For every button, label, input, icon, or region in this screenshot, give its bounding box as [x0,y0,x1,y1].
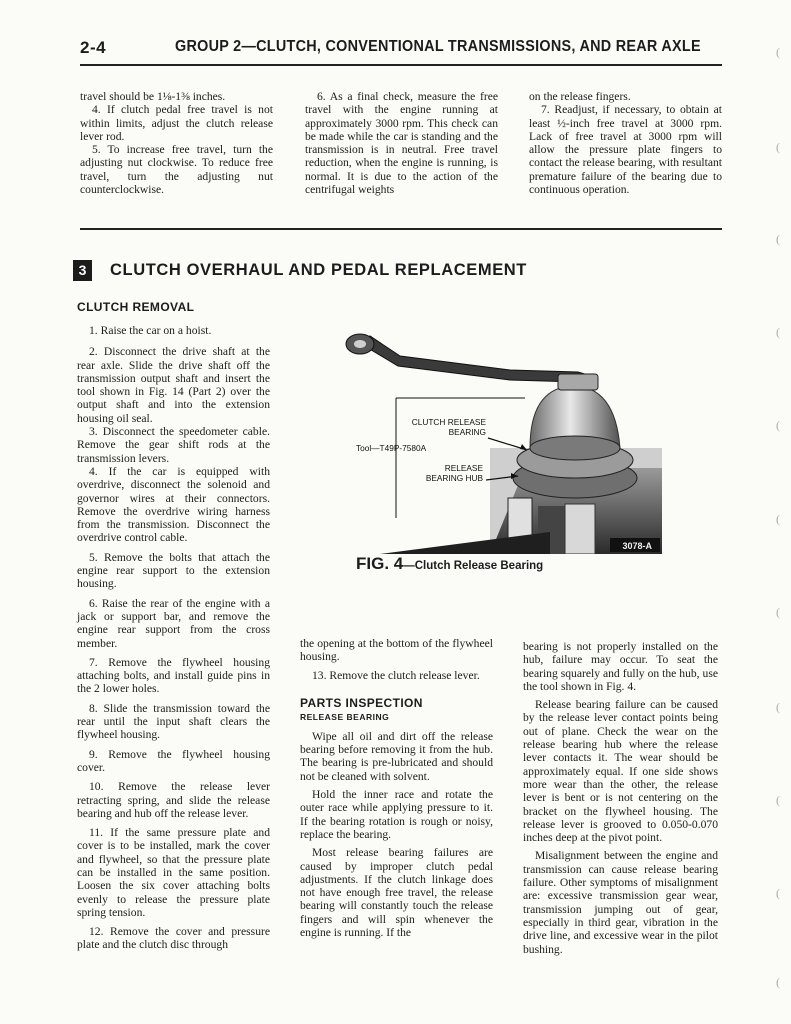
paragraph: Most release bearing failures are caused by improper clutch pedal adjustments. If the clutch linkage does not have enough free travel, the release bearing will constantly touch the release fingers and will spin whenever the engine is running. If the [300,846,493,940]
clutch-removal-heading: CLUTCH REMOVAL [77,300,195,314]
right-column [523,640,718,956]
figure-caption-number: FIG. 4 [356,554,404,573]
tool-socket [558,374,598,390]
step: 2. Disconnect the drive shaft at the rear axle. Slide the drive shaft off the transmission output shaft and insert the tool shown in Fig. 14 (Part 2) over the output shaft and into the extension housing oil seal. [77,345,270,425]
step: 13. Remove the clutch release lever. [312,668,480,682]
release-bearing-subheading: RELEASE BEARING [300,711,390,722]
edge-mark: ( [776,325,780,339]
label-bearing: BEARING [448,427,486,437]
section-title: CLUTCH OVERHAUL AND PEDAL REPLACEMENT [110,261,527,279]
clutch-removal-column [77,300,270,952]
tool-end-hole [354,340,366,348]
paragraph: 5. To increase free travel, turn the adjusting nut clockwise. To reduce free travel, turn the adjusting nut counterclockwise. [80,143,273,197]
edge-mark: ( [776,512,780,526]
edge-mark: ( [776,232,780,246]
step: 11. If the same pressure plate and cover is to be installed, mark the cover and flywheel, so that the pressure plate can be installed in the same position. Loosen the six cover attaching bolts evenly to release the pressure plate spring tension. [77,826,270,919]
clutch-release-bearing-figure [340,318,662,554]
middle-column [300,637,493,939]
edge-mark: ( [776,605,780,619]
section-number-badge: 3 [73,260,92,281]
edge-mark: ( [776,418,780,432]
step: 6. Raise the rear of the engine with a jack or support bar, and remove the engine rear support from the cross member. [77,596,270,650]
step: 5. Remove the bolts that attach the engine rear support to the extension housing. [77,550,270,591]
edge-mark: ( [776,886,780,900]
paragraph: 4. If clutch pedal free travel is not within limits, adjust the clutch release lever rod. [80,103,273,143]
step: 10. Remove the release lever retracting spring, and slide the release bearing and hub off the release lever. [77,780,270,820]
parts-inspection-heading: PARTS INSPECTION [300,695,423,710]
top-column-2 [305,90,498,196]
label-bearing-hub: BEARING HUB [425,473,483,483]
top-column-3 [529,90,722,196]
label-release: RELEASE [444,463,483,473]
step: 3. Disconnect the speedometer cable. Remove the gear shift rods at the transmission levers. [77,425,270,465]
paragraph: travel should be 1⅛-1⅜ inches. [80,90,226,103]
top-column-1 [80,90,273,196]
photo-number: 3078-A [622,541,652,551]
edge-mark: ( [776,975,780,989]
step: 9. Remove the flywheel housing cover. [77,747,270,774]
figure-caption-text: —Clutch Release Bearing [403,560,544,572]
paragraph: Release bearing failure can be caused by the release lever contact points being out of plane. Check the wear on the release bearing hub where the release lever contacts it. The wear should be approximately equal. If one side shows more wear than the other, the release lever is bent or is not centering on the bracket on the flywheel housing. The release lever is grooved to 0.050-0.070 inches deep at the pivot point. [523,698,718,845]
label-tool: Tool—T49P-7580A [356,443,427,453]
paragraph: 6. As a final check, measure the free travel with the engine running at approximately 3000 rpm. This check can be made while the car is standing and the transmission is in neutral. Free travel reduction, when the engine is running, is normal. It is due to the action of the centrifugal weights [305,90,498,197]
paragraph: bearing is not properly installed on the hub, failure may occur. To seat the bearing squarely and fully on the hub, use the tool shown in Fig. 4. [523,640,718,693]
bearing-leader-arrow [520,444,527,450]
section-rule [80,228,722,230]
paragraph: Wipe all oil and dirt off the release bearing before removing it from the hub. The bearing is pre-lubricated and should not be cleaned with solvent. [300,729,493,783]
header-rule [80,64,722,66]
paragraph: Misalignment between the engine and transmission can cause release bearing failure. Other symptoms of misalignment are: excessive transmission gear wear, transmission jumping out of gear, especially in third gear, vibration in the drive line, and excessive wear in the pilot bushing. [523,849,718,956]
edge-mark: ( [776,45,780,59]
step: 8. Slide the transmission toward the rear until the input shaft clears the flywheel housing. [77,701,270,742]
page-number: 2-4 [80,38,107,57]
step: 4. If the car is equipped with overdrive, disconnect the solenoid and governor wires at their connectors. Remove the overdrive wiring harness from the transmission. Disconnect the overdrive control cable. [77,464,270,545]
paragraph: on the release fingers. [529,90,631,103]
dome-rim [530,436,620,460]
edge-mark: ( [776,700,780,714]
paragraph: the opening at the bottom of the flywheel housing. [300,637,493,664]
label-clutch-release: CLUTCH RELEASE [411,417,486,427]
page-header-title: GROUP 2—CLUTCH, CONVENTIONAL TRANSMISSIONS, AND REAR AXLE [175,38,701,55]
step: 7. Remove the flywheel housing attaching bolts, and install guide pins in the 2 lower holes. [77,655,270,696]
paragraph: 7. Readjust, if necessary, to obtain at least ½-inch free travel at 3000 rpm. Lack of free travel at 3000 rpm will allow the pressure plate fingers to contact the release bearing, with resultant premature failure of the bearing due to continuous operation. [529,103,722,197]
step: 1. Raise the car on a hoist. [89,324,212,337]
edge-mark: ( [776,140,780,154]
paragraph: Hold the inner race and rotate the outer race while applying pressure to it. If the bearing rotation is rough or noisy, replace the bearing. [300,788,493,841]
figure-caption [356,554,543,574]
hub-sleeve [565,504,595,554]
step: 12. Remove the cover and pressure plate and the clutch disc through [77,925,270,952]
edge-mark: ( [776,793,780,807]
